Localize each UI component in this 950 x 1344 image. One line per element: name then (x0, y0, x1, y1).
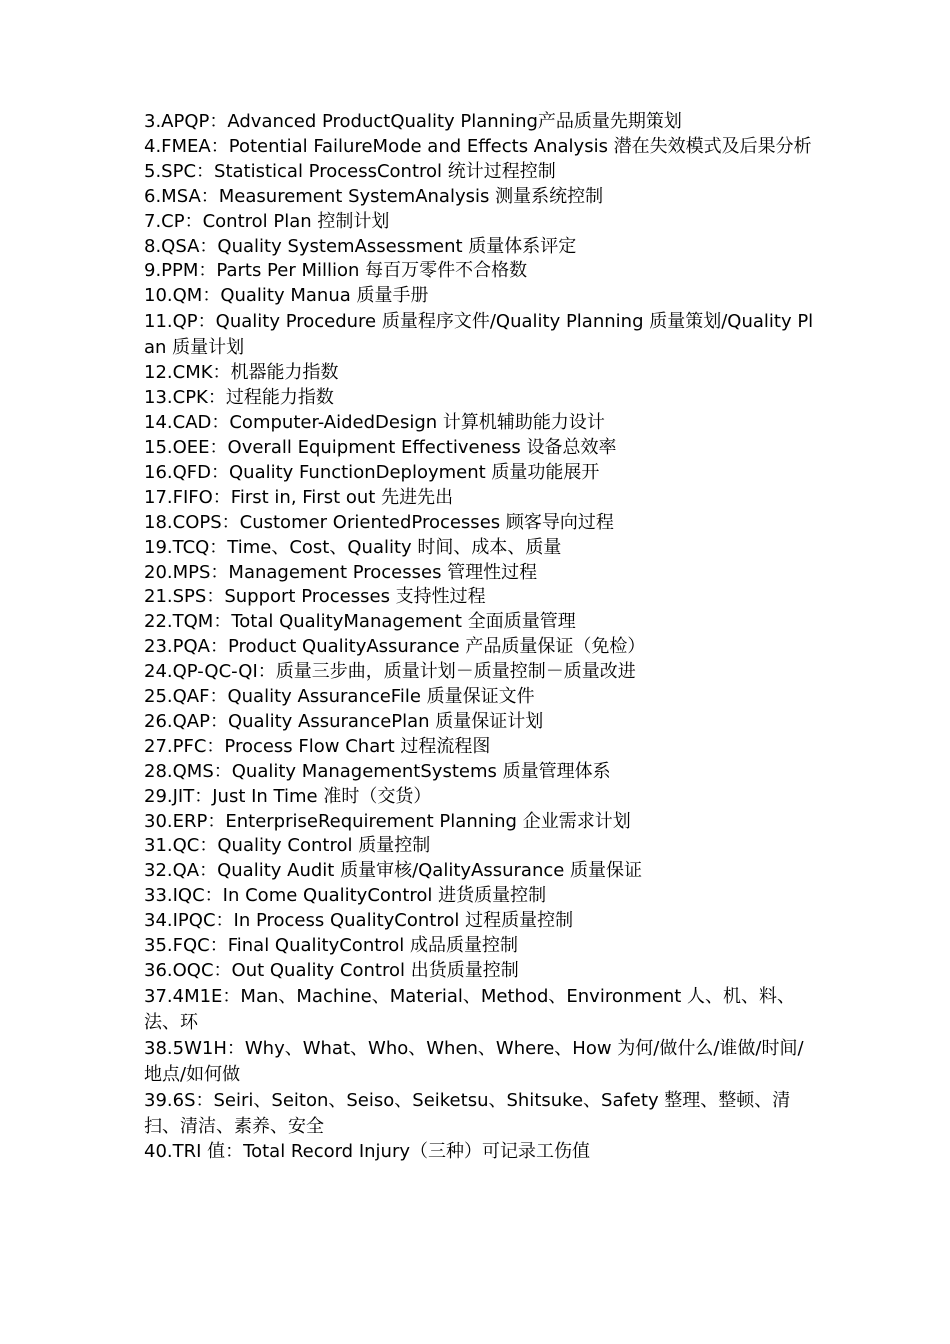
glossary-entry: 12.CMK：机器能力指数 (144, 362, 339, 384)
glossary-page (144, 110, 819, 1165)
glossary-entry: 27.PFC：Process Flow Chart 过程流程图 (144, 735, 491, 757)
glossary-entry: 29.JIT：Just In Time 准时（交货） (144, 785, 432, 807)
glossary-entry: 3.APQP：Advanced ProductQuality Planning产品质量先期策划 (144, 111, 682, 132)
glossary-entry: 17.FIFO：First in, First out 先进先出 (144, 486, 454, 508)
glossary-entry: 6.MSA：Measurement SystemAnalysis 测量系统控制 (144, 185, 604, 207)
glossary-entry: 38.5W1H：Why、What、Who、When、Where、How 为何/做什么/谁做/时间/地点/如何做 (144, 1037, 804, 1085)
glossary-entry: 23.PQA：Product QualityAssurance 产品质量保证（免检） (144, 636, 646, 658)
glossary-entry: 13.CPK：过程能力指数 (144, 387, 334, 409)
glossary-entry: 24.QP-QC-QI：质量三步曲，质量计划－质量控制－质量改进 (144, 661, 636, 683)
glossary-entry: 18.COPS：Customer OrientedProcesses 顾客导向过程 (144, 511, 614, 533)
glossary-entry: 8.QSA：Quality SystemAssessment 质量体系评定 (144, 235, 577, 257)
glossary-entry: 39.6S：Seiri、Seiton、Seiso、Seiketsu、Shitsuke、Safety 整理、整顿、清扫、清洁、素养、安全 (144, 1089, 791, 1137)
glossary-entry: 30.ERP：EnterpriseRequirement Planning 企业需求计划 (144, 810, 631, 832)
glossary-entry: 20.MPS：Management Processes 管理性过程 (144, 561, 538, 583)
glossary-entry: 40.TRI 值：Total Record Injury（三种）可记录工伤值 (144, 1140, 591, 1162)
glossary-entry: 7.CP：Control Plan 控制计划 (144, 210, 390, 232)
glossary-entry: 16.QFD：Quality FunctionDeployment 质量功能展开 (144, 461, 600, 483)
glossary-entry: 21.SPS：Support Processes 支持性过程 (144, 586, 486, 608)
glossary-entry: 25.QAF：Quality AssuranceFile 质量保证文件 (144, 686, 535, 708)
glossary-entry: 15.OEE：Overall Equipment Effectiveness 设备总效率 (144, 436, 617, 458)
glossary-entry: 28.QMS：Quality ManagementSystems 质量管理体系 (144, 760, 611, 782)
glossary-entry: 34.IPQC：In Process QualityControl 过程质量控制 (144, 910, 574, 932)
glossary-entry: 22.TQM：Total QualityManagement 全面质量管理 (144, 611, 576, 633)
glossary-entry: 35.FQC：Final QualityControl 成品质量控制 (144, 935, 519, 957)
glossary-entry: 33.IQC：In Come QualityControl 进货质量控制 (144, 885, 547, 907)
glossary-entry: 32.QA：Quality Audit 质量审核/QalityAssurance 质量保证 (144, 860, 643, 882)
glossary-entry: 14.CAD：Computer-AidedDesign 计算机辅助能力设计 (144, 412, 605, 434)
glossary-entry: 19.TCQ：Time、Cost、Quality 时间、成本、质量 (144, 536, 562, 558)
glossary-entry: 10.QM：Quality Manua 质量手册 (144, 285, 429, 307)
glossary-entry: 11.QP：Quality Procedure 质量程序文件/Quality Planning 质量策划/Quality Plan 质量计划 (144, 311, 814, 359)
glossary-entry: 5.SPC：Statistical ProcessControl 统计过程控制 (144, 160, 556, 182)
glossary-entry: 9.PPM：Parts Per Million 每百万零件不合格数 (144, 260, 528, 282)
glossary-entry: 36.OQC：Out Quality Control 出货质量控制 (144, 960, 519, 981)
glossary-entry: 37.4M1E：Man、Machine、Material、Method、Environment 人、机、料、法、环 (144, 985, 796, 1033)
glossary-entry: 4.FMEA：Potential FailureMode and Effects Analysis 潜在失效模式及后果分析 (144, 135, 812, 157)
glossary-entry: 26.QAP：Quality AssurancePlan 质量保证计划 (144, 710, 544, 732)
glossary-entry: 31.QC：Quality Control 质量控制 (144, 835, 431, 857)
